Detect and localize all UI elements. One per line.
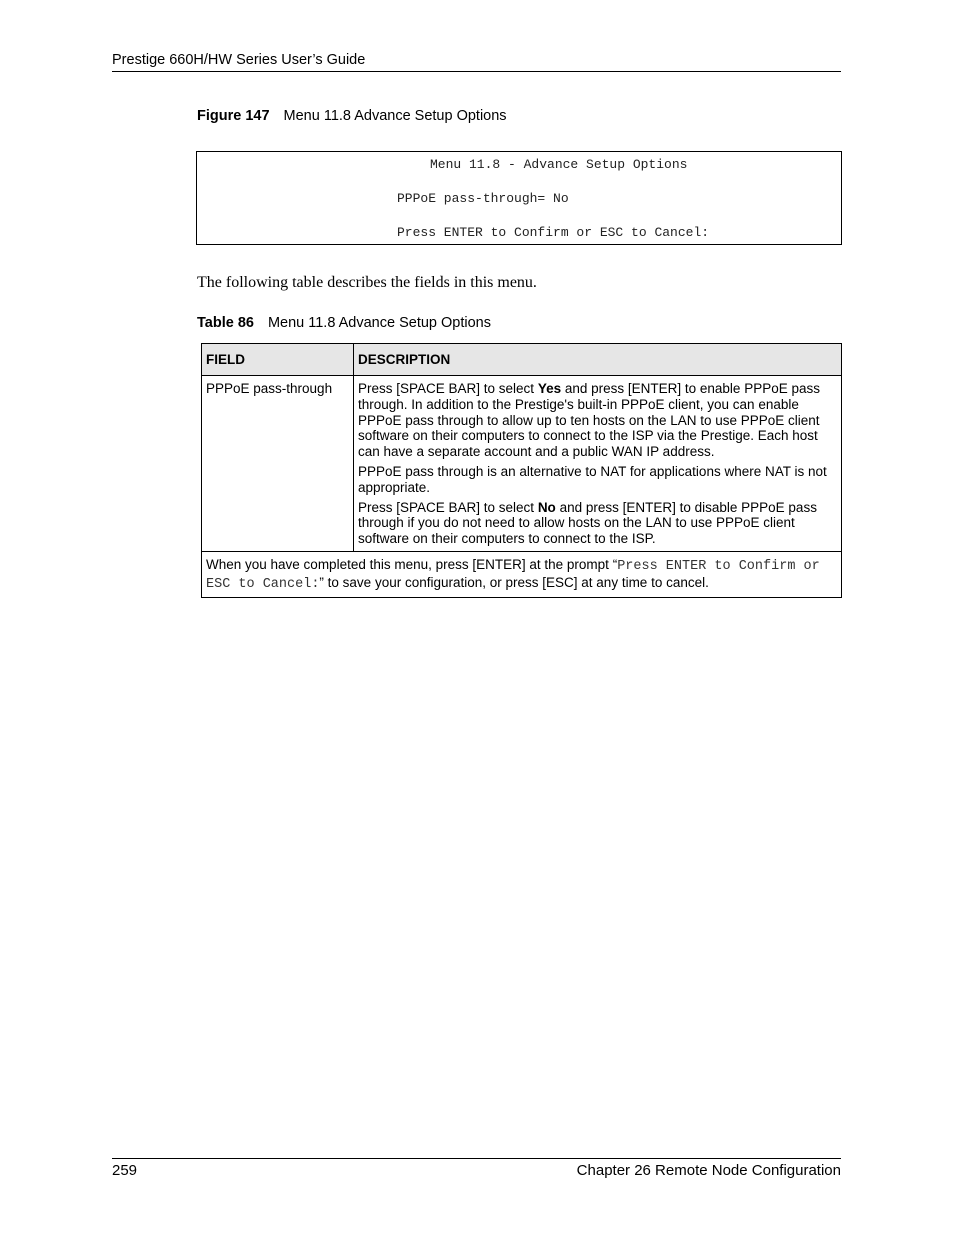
intro-text: The following table describes the fields in this menu. — [197, 274, 537, 291]
table-note: When you have completed this menu, press [ENTER] at the prompt “Press ENTER to Confirm or ESC to Cancel:” to save your configuration, or press [ESC] at any time to cancel. — [202, 551, 842, 597]
screen-prompt: Press ENTER to Confirm or ESC to Cancel: — [397, 225, 710, 240]
table-row — [202, 376, 842, 552]
chapter-title: Chapter 26 Remote Node Configuration — [576, 1162, 841, 1179]
field-column-header: FIELD — [202, 344, 354, 376]
table-title: Menu 11.8 Advance Setup Options — [267, 315, 491, 331]
screen-menu-title: Menu 11.8 - Advance Setup Options — [430, 157, 688, 172]
screen-pppoe-setting: PPPoE pass-through= No — [397, 191, 569, 206]
running-header: Prestige 660H/HW Series User’s Guide — [112, 52, 366, 68]
figure-label: Figure 147 — [197, 108, 270, 124]
table-header-row — [202, 344, 842, 376]
header-rule — [112, 71, 841, 72]
footer-rule — [112, 1158, 841, 1159]
table-note-row — [202, 551, 842, 597]
description-paragraph-3: Press [SPACE BAR] to select No and press [ENTER] to disable PPPoE pass through if you do not need to allow hosts on the LAN to use PPPoE client software on their computers to connect to the ISP. — [358, 499, 817, 547]
figure-title: Menu 11.8 Advance Setup Options — [283, 108, 507, 124]
page-number: 259 — [112, 1162, 138, 1179]
description-column-header: DESCRIPTION — [354, 344, 842, 376]
description-paragraph-1: Press [SPACE BAR] to select Yes and press [ENTER] to enable PPPoE pass through. In addition to the Prestige's built-in PPPoE client, you can enable PPPoE pass through to allow up to ten hosts on the LAN to use PPPoE client software on their computers to connect to the ISP via the Prestige. Each host can have a separate account and a public WAN IP address. — [358, 381, 820, 460]
field-cell: PPPoE pass-through — [202, 376, 354, 552]
table-caption — [197, 315, 491, 331]
terminal-screen — [196, 151, 842, 245]
table-label: Table 86 — [197, 315, 254, 331]
description-paragraph-2: PPPoE pass through is an alternative to NAT for applications where NAT is not appropriate. — [358, 463, 827, 495]
fields-table — [201, 343, 842, 598]
description-cell — [354, 376, 842, 552]
figure-caption — [197, 108, 507, 124]
